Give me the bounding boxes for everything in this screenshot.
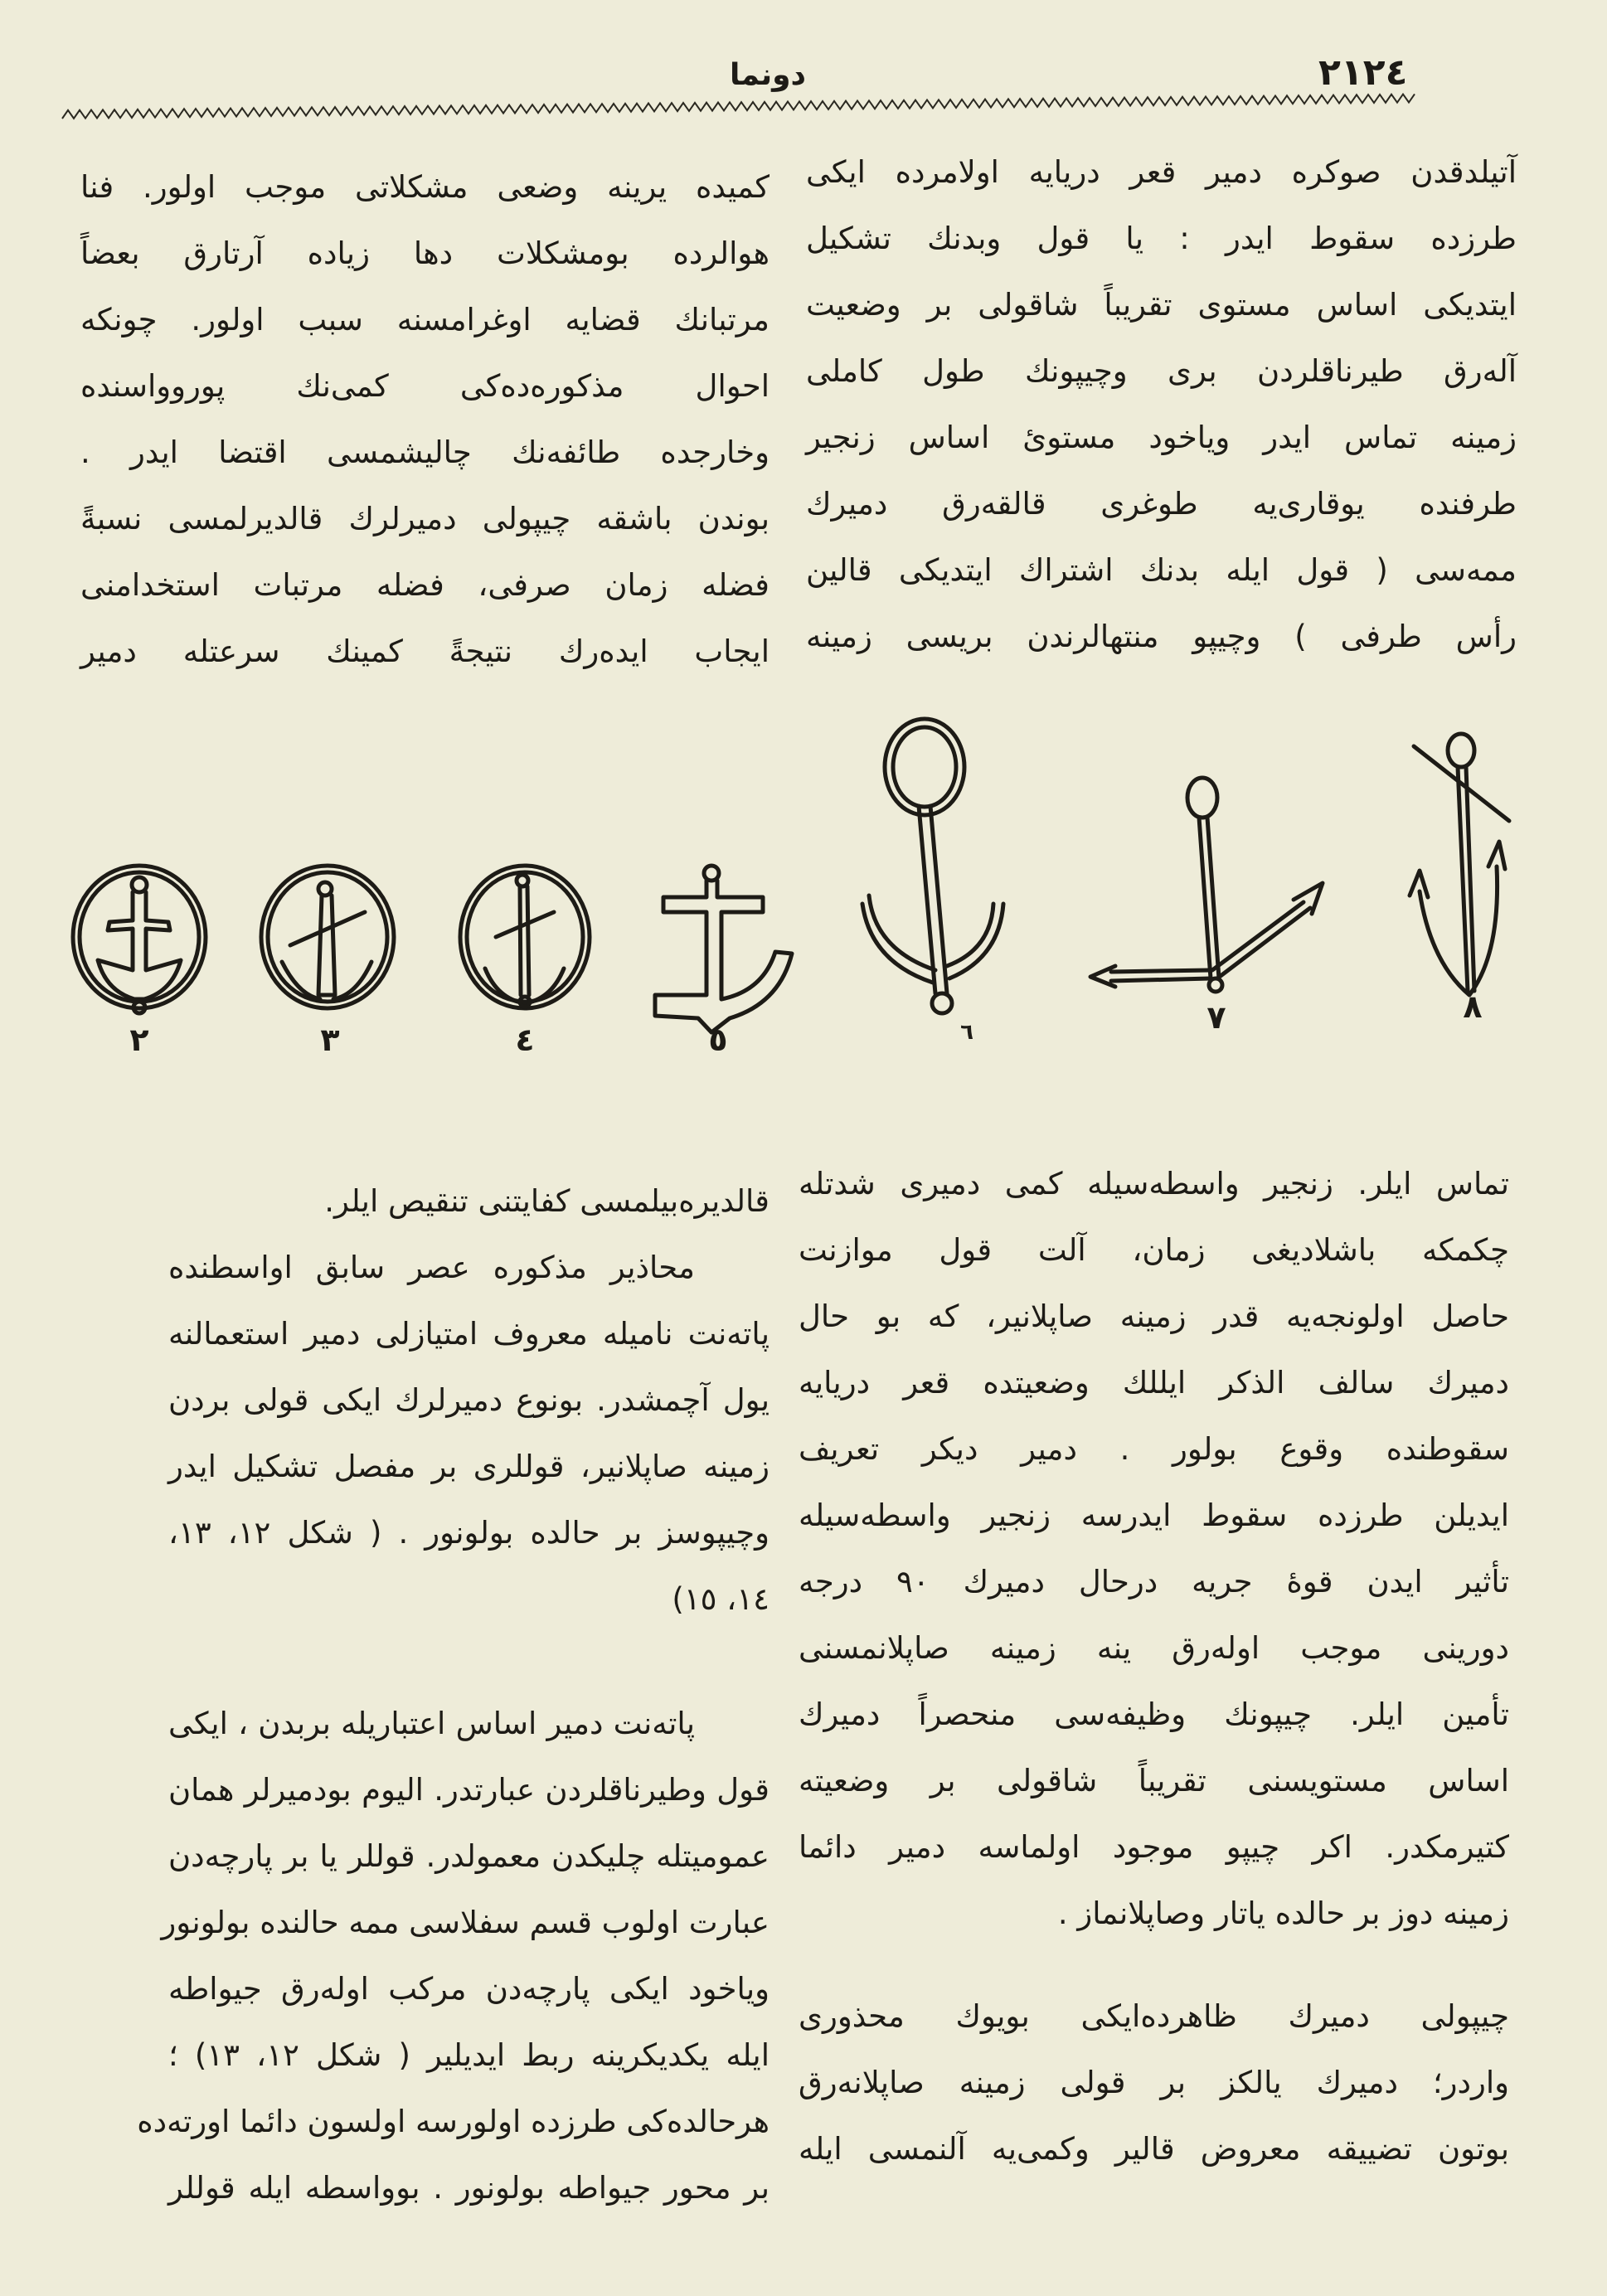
anchor-figure-2-icon: [73, 866, 206, 1013]
text-line: هوالرده بومشکلات دها زیاده آرتارق بعضاً: [80, 235, 770, 271]
text-line: اساس مستویسنی تقریباً شاقولی بر وضعیته: [799, 1763, 1509, 1798]
anchor-figure-3-icon: [261, 866, 394, 1008]
text-line: ویاخود ایکی پارچه‌دن مرکب اوله‌رق جیواطه: [168, 1971, 770, 2007]
text-line: کمیده یرینه وضعی مشکلاتی موجب اولور. فنا: [80, 169, 770, 205]
text-line: چکمکه باشلادیغی زمان، آلت قول موازنت: [799, 1232, 1509, 1268]
text-line: زمینه دوز بر حالده یاتار وصاپلانماز .: [1057, 1896, 1509, 1931]
figure-label-6: ٦: [960, 1020, 973, 1045]
figure-label-2: ٢: [129, 1022, 149, 1058]
text-line: ایدیلن طرزده سقوط ایدرسه زنجیر واسطه‌سیله: [799, 1497, 1509, 1533]
text-line: هرحالده‌کی طرزده اولورسه اولسون دائما اورته‌ده: [137, 2104, 770, 2139]
figure-label-8: ٨: [1463, 988, 1483, 1025]
text-line: کتیرمکدر. اکر چیپو موجود اولماسه دمیر دائما: [799, 1829, 1509, 1865]
text-line: آتیلدقدن صوکره دمیر قعر دریایه اولامرده ایکی: [806, 154, 1517, 190]
figure-label-3: ٣: [320, 1022, 340, 1058]
text-line: بوندن باشقه چیپولی دمیرلرك قالدیرلمسی نسبةً: [80, 501, 770, 536]
anchor-figure-4-icon: [460, 866, 590, 1008]
text-line: چیپولی دمیرك ظاهرده‌ایکی بویوك محذوری: [799, 1998, 1509, 2034]
text-line: محاذیر مذکوره عصر سابق اواسطنده: [168, 1250, 695, 1285]
anchor-figure-8-icon: [1410, 734, 1509, 995]
text-line: قالدیره‌بیلمسی کفایتنی تنقیص ایلر.: [324, 1183, 770, 1219]
page-number: ٢١٢٤: [1318, 51, 1408, 94]
text-line: پاته‌نت نامیله معروف امتیازلی دمیر استعمالنه: [168, 1316, 770, 1352]
anchor-figure-6-icon: [862, 719, 1003, 1013]
text-line: مرتبانك قضایه اوغرامسنه سبب اولور. چونکه: [80, 302, 770, 337]
text-line: زمینه صاپلانیر، قوللری بر مفصل تشکیل ایدر: [168, 1449, 770, 1484]
text-line: واردر؛ دمیرك یالکز بر قولی زمینه صاپلانه‌رق: [799, 2065, 1509, 2100]
text-line: تماس ایلر. زنجیر واسطه‌سیله کمی دمیری شدتله: [799, 1166, 1509, 1201]
text-line: بر محور جیواطه بولونور . بوواسطه ایله قوللر: [168, 2170, 770, 2206]
text-line: پاته‌نت دمیر اساس اعتباریله بربدن ، ایکی: [168, 1706, 695, 1741]
text-line: ایله یکدیکرینه ربط ایدیلیر ( شکل ١٢، ١٣) ؛: [168, 2037, 770, 2073]
running-title: دونما: [730, 58, 807, 92]
text-line: ١٤، ١٥): [672, 1581, 770, 1617]
text-line: فضله زمان صرفی، فضله مرتبات استخدامنی: [80, 567, 770, 603]
text-line: رأس طرفی ) وچیپو منتهالرندن بریسی زمینه: [806, 619, 1517, 654]
figure-label-4: ٤: [515, 1022, 535, 1058]
text-line: آله‌رق طیرناقلردن بری وچیپونك طول کاملی: [806, 353, 1517, 389]
text-line: عبارت اولوب قسم سفلاسی ممه حالنده بولونور: [161, 1905, 770, 1940]
text-line: دمیرك سالف الذکر ایللك وضعیتده قعر دریایه: [799, 1365, 1509, 1400]
figure-label-7: ٧: [1206, 999, 1226, 1036]
anchor-figure-5-icon: [655, 866, 792, 1032]
text-line: دورینی موجب اوله‌رق ینه زمینه صاپلانمسنی: [799, 1630, 1509, 1666]
text-line: طرزده سقوط ایدر : یا قول وبدنك تشکیل: [806, 221, 1517, 256]
text-line: سقوطنده وقوع بولور . دمیر دیکر تعریف: [799, 1431, 1509, 1467]
text-line: تأثیر ایدن قوهٔ جریه درحال دمیرك ٩٠ درجه: [799, 1564, 1509, 1599]
text-line: بوتون تضییقه معروض قالیر وکمی‌یه آلنمسی ایله: [799, 2131, 1509, 2167]
text-line: قول وطیرناقلردن عبارتدر. الیوم بودمیرلر همان: [168, 1772, 770, 1808]
text-line: وچیپوسز بر حالده بولونور . ( شکل ١٢، ١٣،: [168, 1515, 770, 1551]
text-line: طرفنده یوقاری‌یه طوغری قالقه‌رق دمیرك: [806, 486, 1517, 522]
text-line: زمینه تماس ایدر ویاخود مستویٔ اساس زنجیر: [806, 420, 1517, 455]
text-line: احوال مذکوره‌ده‌کی کمی‌نك پوروواسنده: [80, 368, 770, 404]
text-line: وخارجده طائفه‌نك چالیشمسی اقتضا ایدر .: [80, 434, 770, 470]
figure-label-5: ٥: [708, 1022, 728, 1058]
text-line: حاصل اولونجه‌یه قدر زمینه صاپلانیر، که بو حال: [799, 1298, 1509, 1334]
anchor-figure-7-icon: [1090, 778, 1323, 992]
text-line: عمومیتله چلیکدن معمولدر. قوللر یا بر پارچه‌دن: [168, 1838, 770, 1874]
text-line: ایتدیکی اساس مستوی تقریباً شاقولی بر وضعیت: [806, 287, 1517, 323]
text-line: ایجاب ایده‌رك نتیجةً کمینك سرعتله دمیر: [80, 633, 770, 669]
text-line: ممه‌سی ( قول ایله بدنك اشتراك ایتدیکی قالین: [806, 552, 1517, 588]
text-line: تأمین ایلر. چیپونك وظیفه‌سی منحصراً دمیرك: [799, 1697, 1509, 1732]
text-line: یول آچمشدر. بونوع دمیرلرك ایکی قولی بردن: [168, 1382, 770, 1418]
